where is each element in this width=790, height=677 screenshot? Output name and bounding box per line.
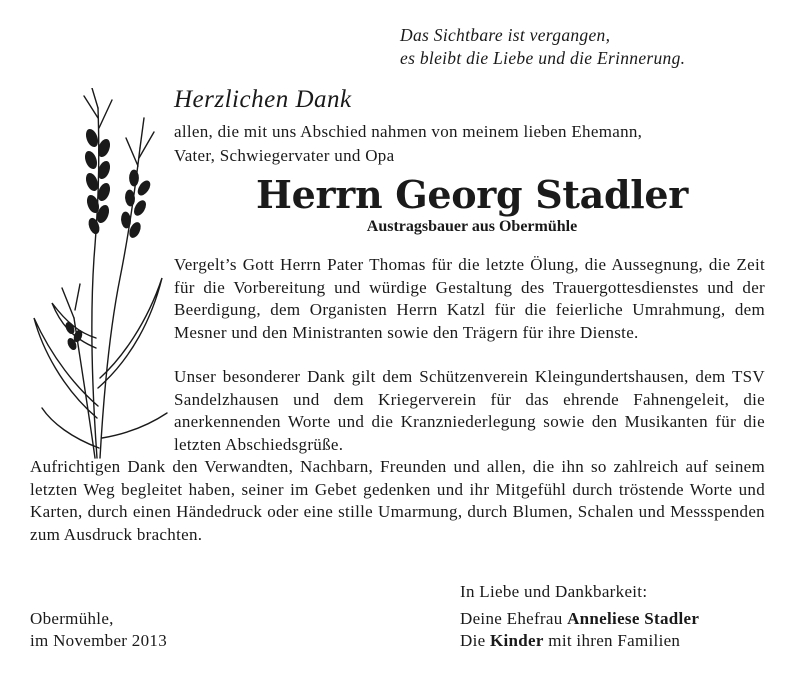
signers xyxy=(460,608,699,652)
signer-children xyxy=(460,630,699,652)
intro-line-1: allen, die mit uns Abschied nahmen von meinem lieben Ehemann, xyxy=(174,122,643,141)
motto-line-2: es bleibt die Liebe und die Erinnerung. xyxy=(400,48,686,68)
place-and-date xyxy=(30,608,167,652)
thanks-heading: Herzlichen Dank xyxy=(174,86,352,113)
signer-children-prefix: Die xyxy=(460,631,490,650)
deceased-subtitle: Austragsbauer aus Obermühle xyxy=(366,218,578,235)
intro-line-2: Vater, Schwiegervater und Opa xyxy=(174,146,395,165)
motto-quote xyxy=(400,24,770,70)
signer-children-suffix: mit ihren Familien xyxy=(543,631,681,650)
date-line: im November 2013 xyxy=(30,631,167,650)
place-line: Obermühle, xyxy=(30,609,114,628)
signer-children-bold: Kinder xyxy=(490,631,544,650)
signer-widow xyxy=(460,608,699,630)
wheat-ears-icon xyxy=(22,88,172,468)
thanks-paragraph-clergy: Vergelt’s Gott Herrn Pater Thomas für die letzte Ölung, die Aussegnung, die Zeit für die Vorbereitung und würdige Gestaltung des Trauergottesdienstes und der Beerdigung, dem Organisten Herrn Katzl für die feierliche Umrahmung, dem Mesner und den Ministranten sowie den Trägern für ihre Dienste. xyxy=(174,255,765,342)
signer-widow-name: Anneliese Stadler xyxy=(567,609,700,628)
thanks-paragraph-mourners: Aufrichtigen Dank den Verwandten, Nachbarn, Freunden und allen, die ihn so zahlreich auf seinem letzten Weg begleitet haben, seiner im Gebet gedenken und ihr Mitgefühl durch tröstende Worte und Karten, durch einen Händedruck oder eine stille Umarmung, durch Blumen, Schalen und Messspenden zum Ausdruck brachten. xyxy=(30,457,765,544)
signer-widow-prefix: Deine Ehefrau xyxy=(460,609,568,628)
deceased-name: Herrn Georg Stadler xyxy=(256,172,688,217)
thanks-paragraph-clubs: Unser besonderer Dank gilt dem Schützenverein Kleingundertshausen, dem TSV Sandelzhausen und dem Kriegerverein für das ehrende Fahnengeleit, die anerkennenden Worte und die Kranzniederlegung sowie den Musikanten für die letzten Abschiedsgrüße. xyxy=(174,367,765,454)
closing-phrase: In Liebe und Dankbarkeit: xyxy=(460,582,648,601)
intro-text xyxy=(174,120,774,168)
motto-line-1: Das Sichtbare ist vergangen, xyxy=(400,25,611,45)
